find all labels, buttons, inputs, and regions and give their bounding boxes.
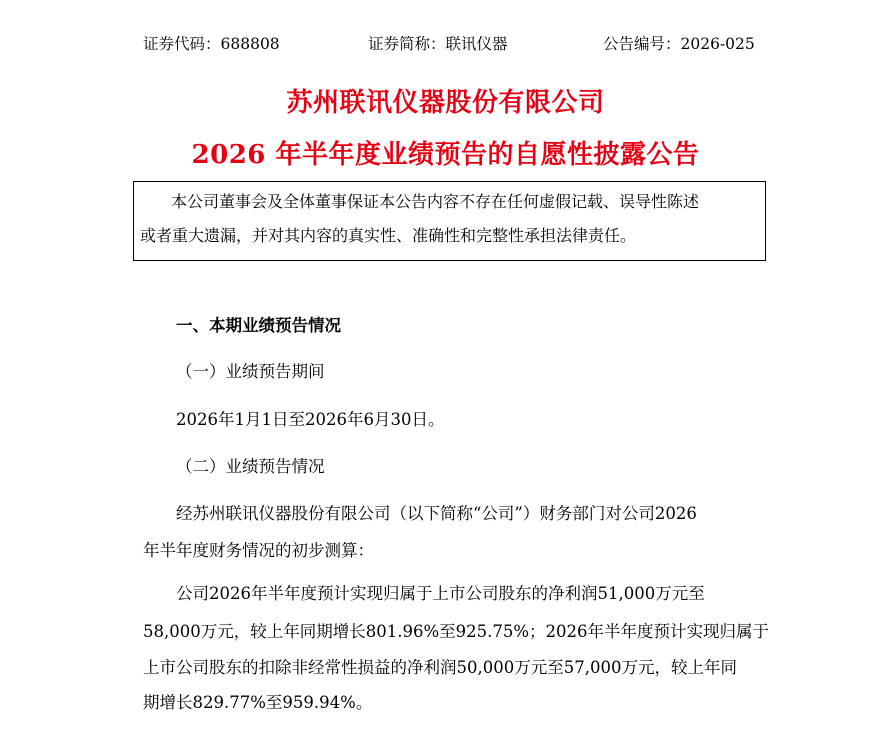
body-paragraph-line: 公司2026年半年度预计实现归属于上市公司股东的净利润51,000万元至 [176,584,705,603]
body-paragraph-line: 经苏州联讯仪器股份有限公司（以下简称“公司”）财务部门对公司2026 [176,504,697,523]
forecast-period: 2026年1月1日至2026年6月30日。 [176,410,445,429]
board-statement-line: 本公司董事会及全体董事保证本公告内容不存在任何虚假记载、误导性陈述 [171,192,700,211]
company-title: 苏州联讯仪器股份有限公司 [286,88,605,118]
stock-code: 证券代码：688808 [143,35,280,53]
subsection-heading: （一）业绩预告期间 [176,362,325,381]
subsection-heading: （二）业绩预告情况 [176,457,325,476]
board-statement-line: 或者重大遗漏，并对其内容的真实性、准确性和完整性承担法律责任。 [140,226,637,245]
body-paragraph-line: 58,000万元，较上年同期增长801.96%至925.75%；2026年半年度预计实现归属于 [143,622,770,641]
body-paragraph-line: 上市公司股东的扣除非经常性损益的净利润50,000万元至57,000万元，较上年同 [143,658,737,677]
announcement-number: 公告编号：2026-025 [603,35,755,53]
announcement-title: 2026 年半年度业绩预告的自愿性披露公告 [191,140,700,170]
document-header [0,32,891,58]
stock-abbreviation: 证券简称：联讯仪器 [368,35,508,53]
body-paragraph-line: 期增长829.77%至959.94%。 [143,693,373,712]
section-heading: 一、本期业绩预告情况 [176,316,341,335]
body-paragraph-line: 年半年度财务情况的初步测算： [143,541,374,560]
board-statement-box [133,181,766,261]
